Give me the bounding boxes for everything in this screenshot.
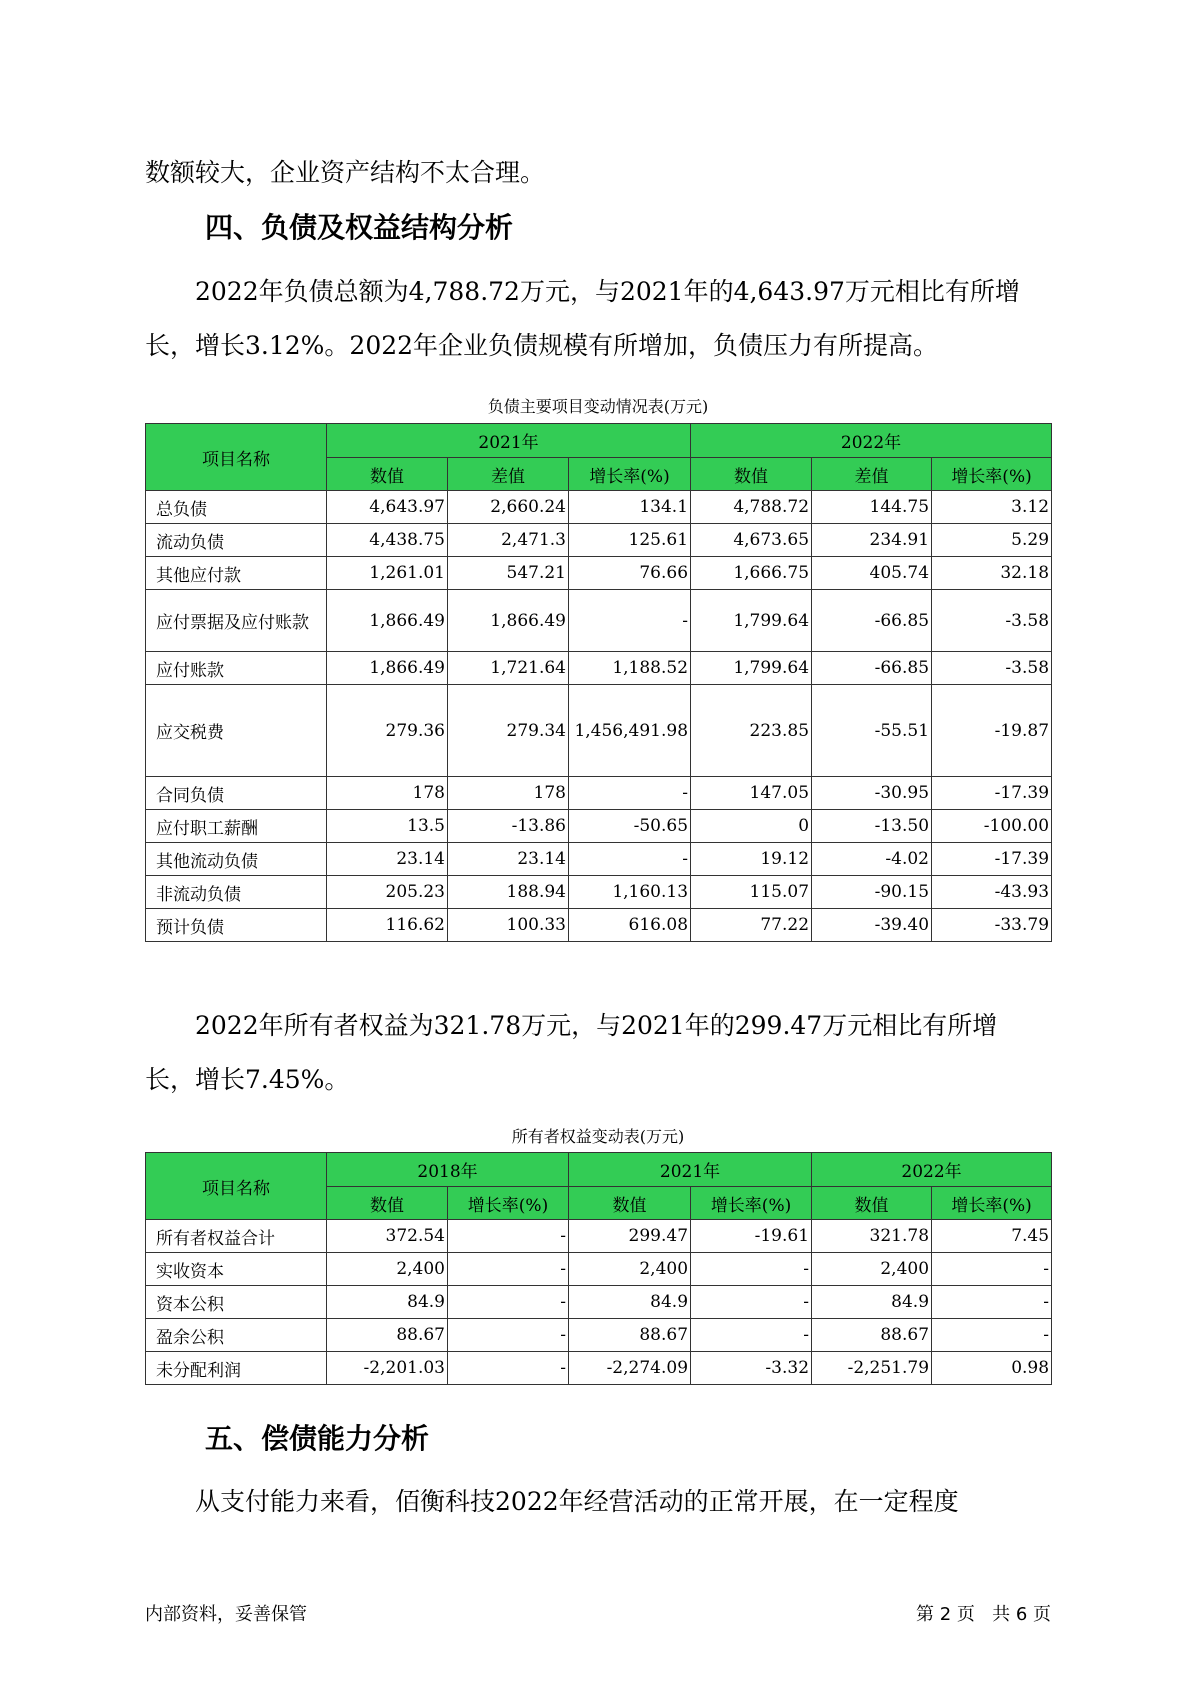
cell-d22: -90.15: [812, 876, 932, 909]
table-row: [146, 491, 1052, 524]
section-5-heading: 五、偿债能力分析: [205, 1422, 430, 1455]
cell-r22: 3.12: [932, 491, 1052, 524]
cell-d21: 1,721.64: [448, 652, 569, 685]
row-label: 应付账款: [146, 652, 327, 685]
cell-d21: 100.33: [448, 909, 569, 942]
equity-table-caption: 所有者权益变动表(万元): [511, 1127, 685, 1146]
paragraph-top: 数额较大，企业资产结构不太合理。: [145, 158, 546, 187]
cell-r22: 7.45: [932, 1220, 1052, 1253]
cell-d22: -4.02: [812, 843, 932, 876]
cell-v18: 84.9: [327, 1286, 448, 1319]
header-year-2021: 2021年: [327, 424, 691, 458]
cell-v22: -2,251.79: [812, 1352, 932, 1385]
cell-v18: 88.67: [327, 1319, 448, 1352]
cell-v18: -2,201.03: [327, 1352, 448, 1385]
cell-d22: -66.85: [812, 652, 932, 685]
row-label: 流动负债: [146, 524, 327, 557]
cell-v21: 299.47: [569, 1220, 691, 1253]
table-row: [146, 843, 1052, 876]
cell-r21: 125.61: [569, 524, 691, 557]
cell-d21: 547.21: [448, 557, 569, 590]
equity-header-value-2021: 数值: [569, 1187, 691, 1220]
cell-v21: 1,261.01: [327, 557, 448, 590]
cell-r21: -: [569, 590, 691, 652]
paragraph-bottom: 从支付能力来看，佰衡科技2022年经营活动的正常开展，在一定程度: [195, 1487, 959, 1516]
cell-r22: -17.39: [932, 843, 1052, 876]
cell-r21: 1,188.52: [569, 652, 691, 685]
cell-v22: 1,666.75: [691, 557, 812, 590]
cell-r18: -: [448, 1253, 569, 1286]
cell-r21: -3.32: [691, 1352, 812, 1385]
table-row: [146, 652, 1052, 685]
cell-v22: 115.07: [691, 876, 812, 909]
equity-header-year-2022: 2022年: [812, 1153, 1052, 1187]
table-row: [146, 1220, 1052, 1253]
paragraph-liabilities: 2022年负债总额为4,788.72万元，与2021年的4,643.97万元相比有所增长，增长3.12%。2022年企业负债规模有所增加，负债压力有所提高。: [145, 277, 1020, 360]
cell-v22: 88.67: [812, 1319, 932, 1352]
row-label: 实收资本: [146, 1253, 327, 1286]
row-label: 其他流动负债: [146, 843, 327, 876]
row-label: 盈余公积: [146, 1319, 327, 1352]
header-value-2022: 数值: [691, 458, 812, 491]
cell-d22: 144.75: [812, 491, 932, 524]
table-row: [146, 810, 1052, 843]
cell-r18: -: [448, 1220, 569, 1253]
table-row: [146, 557, 1052, 590]
row-label: 预计负债: [146, 909, 327, 942]
row-label: 应交税费: [146, 685, 327, 777]
equity-header-year-2018: 2018年: [327, 1153, 569, 1187]
table-row: [146, 909, 1052, 942]
row-label: 其他应付款: [146, 557, 327, 590]
cell-d21: 279.34: [448, 685, 569, 777]
table-row: [146, 1286, 1052, 1319]
equity-header-item-name: 项目名称: [146, 1153, 327, 1220]
cell-v21: -2,274.09: [569, 1352, 691, 1385]
cell-v22: 147.05: [691, 777, 812, 810]
cell-v22: 223.85: [691, 685, 812, 777]
cell-d21: 1,866.49: [448, 590, 569, 652]
cell-v21: 23.14: [327, 843, 448, 876]
cell-r22: -3.58: [932, 652, 1052, 685]
page-number: 第 2 页 共 6 页: [916, 1604, 1051, 1625]
cell-v21: 13.5: [327, 810, 448, 843]
table-row: [146, 524, 1052, 557]
liability-table-caption: 负债主要项目变动情况表(万元): [487, 397, 709, 416]
cell-r21: -: [691, 1253, 812, 1286]
cell-r21: 134.1: [569, 491, 691, 524]
cell-r21: -: [569, 777, 691, 810]
header-rate-2022: 增长率(%): [932, 458, 1052, 491]
cell-r22: -17.39: [932, 777, 1052, 810]
cell-v22: 1,799.64: [691, 590, 812, 652]
header-value-2021: 数值: [327, 458, 448, 491]
cell-v21: 84.9: [569, 1286, 691, 1319]
cell-d22: 405.74: [812, 557, 932, 590]
cell-d21: 178: [448, 777, 569, 810]
table-row: [146, 590, 1052, 652]
cell-r22: -100.00: [932, 810, 1052, 843]
cell-v22: 77.22: [691, 909, 812, 942]
cell-r22: -43.93: [932, 876, 1052, 909]
cell-r22: -33.79: [932, 909, 1052, 942]
cell-r18: -: [448, 1319, 569, 1352]
cell-v22: 19.12: [691, 843, 812, 876]
equity-header-year-2021: 2021年: [569, 1153, 812, 1187]
section-4-heading: 四、负债及权益结构分析: [205, 211, 514, 244]
cell-v18: 2,400: [327, 1253, 448, 1286]
row-label: 应付职工薪酬: [146, 810, 327, 843]
cell-d21: 188.94: [448, 876, 569, 909]
cell-v21: 205.23: [327, 876, 448, 909]
cell-r22: -19.87: [932, 685, 1052, 777]
cell-v21: 1,866.49: [327, 652, 448, 685]
cell-v21: 178: [327, 777, 448, 810]
cell-r21: -: [569, 843, 691, 876]
cell-r18: -: [448, 1352, 569, 1385]
row-label: 应付票据及应付账款: [146, 590, 327, 652]
paragraph-equity: 2022年所有者权益为321.78万元，与2021年的299.47万元相比有所增长，增长7.45%。: [145, 1011, 998, 1094]
cell-v22: 0: [691, 810, 812, 843]
table-row: [146, 685, 1052, 777]
cell-d21: 2,660.24: [448, 491, 569, 524]
equity-header-rate-2021: 增长率(%): [691, 1187, 812, 1220]
cell-d21: 2,471.3: [448, 524, 569, 557]
cell-r21: 76.66: [569, 557, 691, 590]
row-label: 所有者权益合计: [146, 1220, 327, 1253]
cell-r22: -: [932, 1319, 1052, 1352]
cell-v21: 116.62: [327, 909, 448, 942]
cell-v22: 321.78: [812, 1220, 932, 1253]
cell-r21: -: [691, 1286, 812, 1319]
cell-d21: -13.86: [448, 810, 569, 843]
table-row: [146, 1352, 1052, 1385]
cell-r21: 1,160.13: [569, 876, 691, 909]
cell-r22: 0.98: [932, 1352, 1052, 1385]
header-diff-2022: 差值: [812, 458, 932, 491]
cell-v18: 372.54: [327, 1220, 448, 1253]
header-year-2022: 2022年: [691, 424, 1052, 458]
cell-r22: -3.58: [932, 590, 1052, 652]
cell-d21: 23.14: [448, 843, 569, 876]
row-label: 总负债: [146, 491, 327, 524]
table-row: [146, 1253, 1052, 1286]
equity-table: [145, 1152, 1052, 1385]
cell-v21: 4,438.75: [327, 524, 448, 557]
cell-d22: -13.50: [812, 810, 932, 843]
cell-r21: 1,456,491.98: [569, 685, 691, 777]
table-row: [146, 1319, 1052, 1352]
cell-v22: 4,673.65: [691, 524, 812, 557]
cell-v22: 2,400: [812, 1253, 932, 1286]
equity-header-value-2022: 数值: [812, 1187, 932, 1220]
cell-v21: 4,643.97: [327, 491, 448, 524]
footer-note: 内部资料，妥善保管: [145, 1604, 307, 1625]
row-label: 未分配利润: [146, 1352, 327, 1385]
cell-r18: -: [448, 1286, 569, 1319]
header-diff-2021: 差值: [448, 458, 569, 491]
cell-v21: 88.67: [569, 1319, 691, 1352]
cell-d22: 234.91: [812, 524, 932, 557]
cell-r21: -19.61: [691, 1220, 812, 1253]
cell-v21: 279.36: [327, 685, 448, 777]
cell-r22: 5.29: [932, 524, 1052, 557]
cell-d22: -39.40: [812, 909, 932, 942]
cell-r21: -50.65: [569, 810, 691, 843]
liability-table: [145, 423, 1052, 942]
cell-v22: 4,788.72: [691, 491, 812, 524]
cell-r22: 32.18: [932, 557, 1052, 590]
row-label: 资本公积: [146, 1286, 327, 1319]
cell-v22: 1,799.64: [691, 652, 812, 685]
cell-d22: -30.95: [812, 777, 932, 810]
cell-v22: 84.9: [812, 1286, 932, 1319]
equity-header-value-2018: 数值: [327, 1187, 448, 1220]
cell-d22: -55.51: [812, 685, 932, 777]
cell-r21: -: [691, 1319, 812, 1352]
cell-v21: 1,866.49: [327, 590, 448, 652]
table-row: [146, 777, 1052, 810]
equity-header-rate-2022: 增长率(%): [932, 1187, 1052, 1220]
equity-header-rate-2018: 增长率(%): [448, 1187, 569, 1220]
table-row: [146, 876, 1052, 909]
header-item-name: 项目名称: [146, 424, 327, 491]
row-label: 合同负债: [146, 777, 327, 810]
cell-d22: -66.85: [812, 590, 932, 652]
cell-r22: -: [932, 1286, 1052, 1319]
cell-v21: 2,400: [569, 1253, 691, 1286]
cell-r21: 616.08: [569, 909, 691, 942]
row-label: 非流动负债: [146, 876, 327, 909]
cell-r22: -: [932, 1253, 1052, 1286]
header-rate-2021: 增长率(%): [569, 458, 691, 491]
